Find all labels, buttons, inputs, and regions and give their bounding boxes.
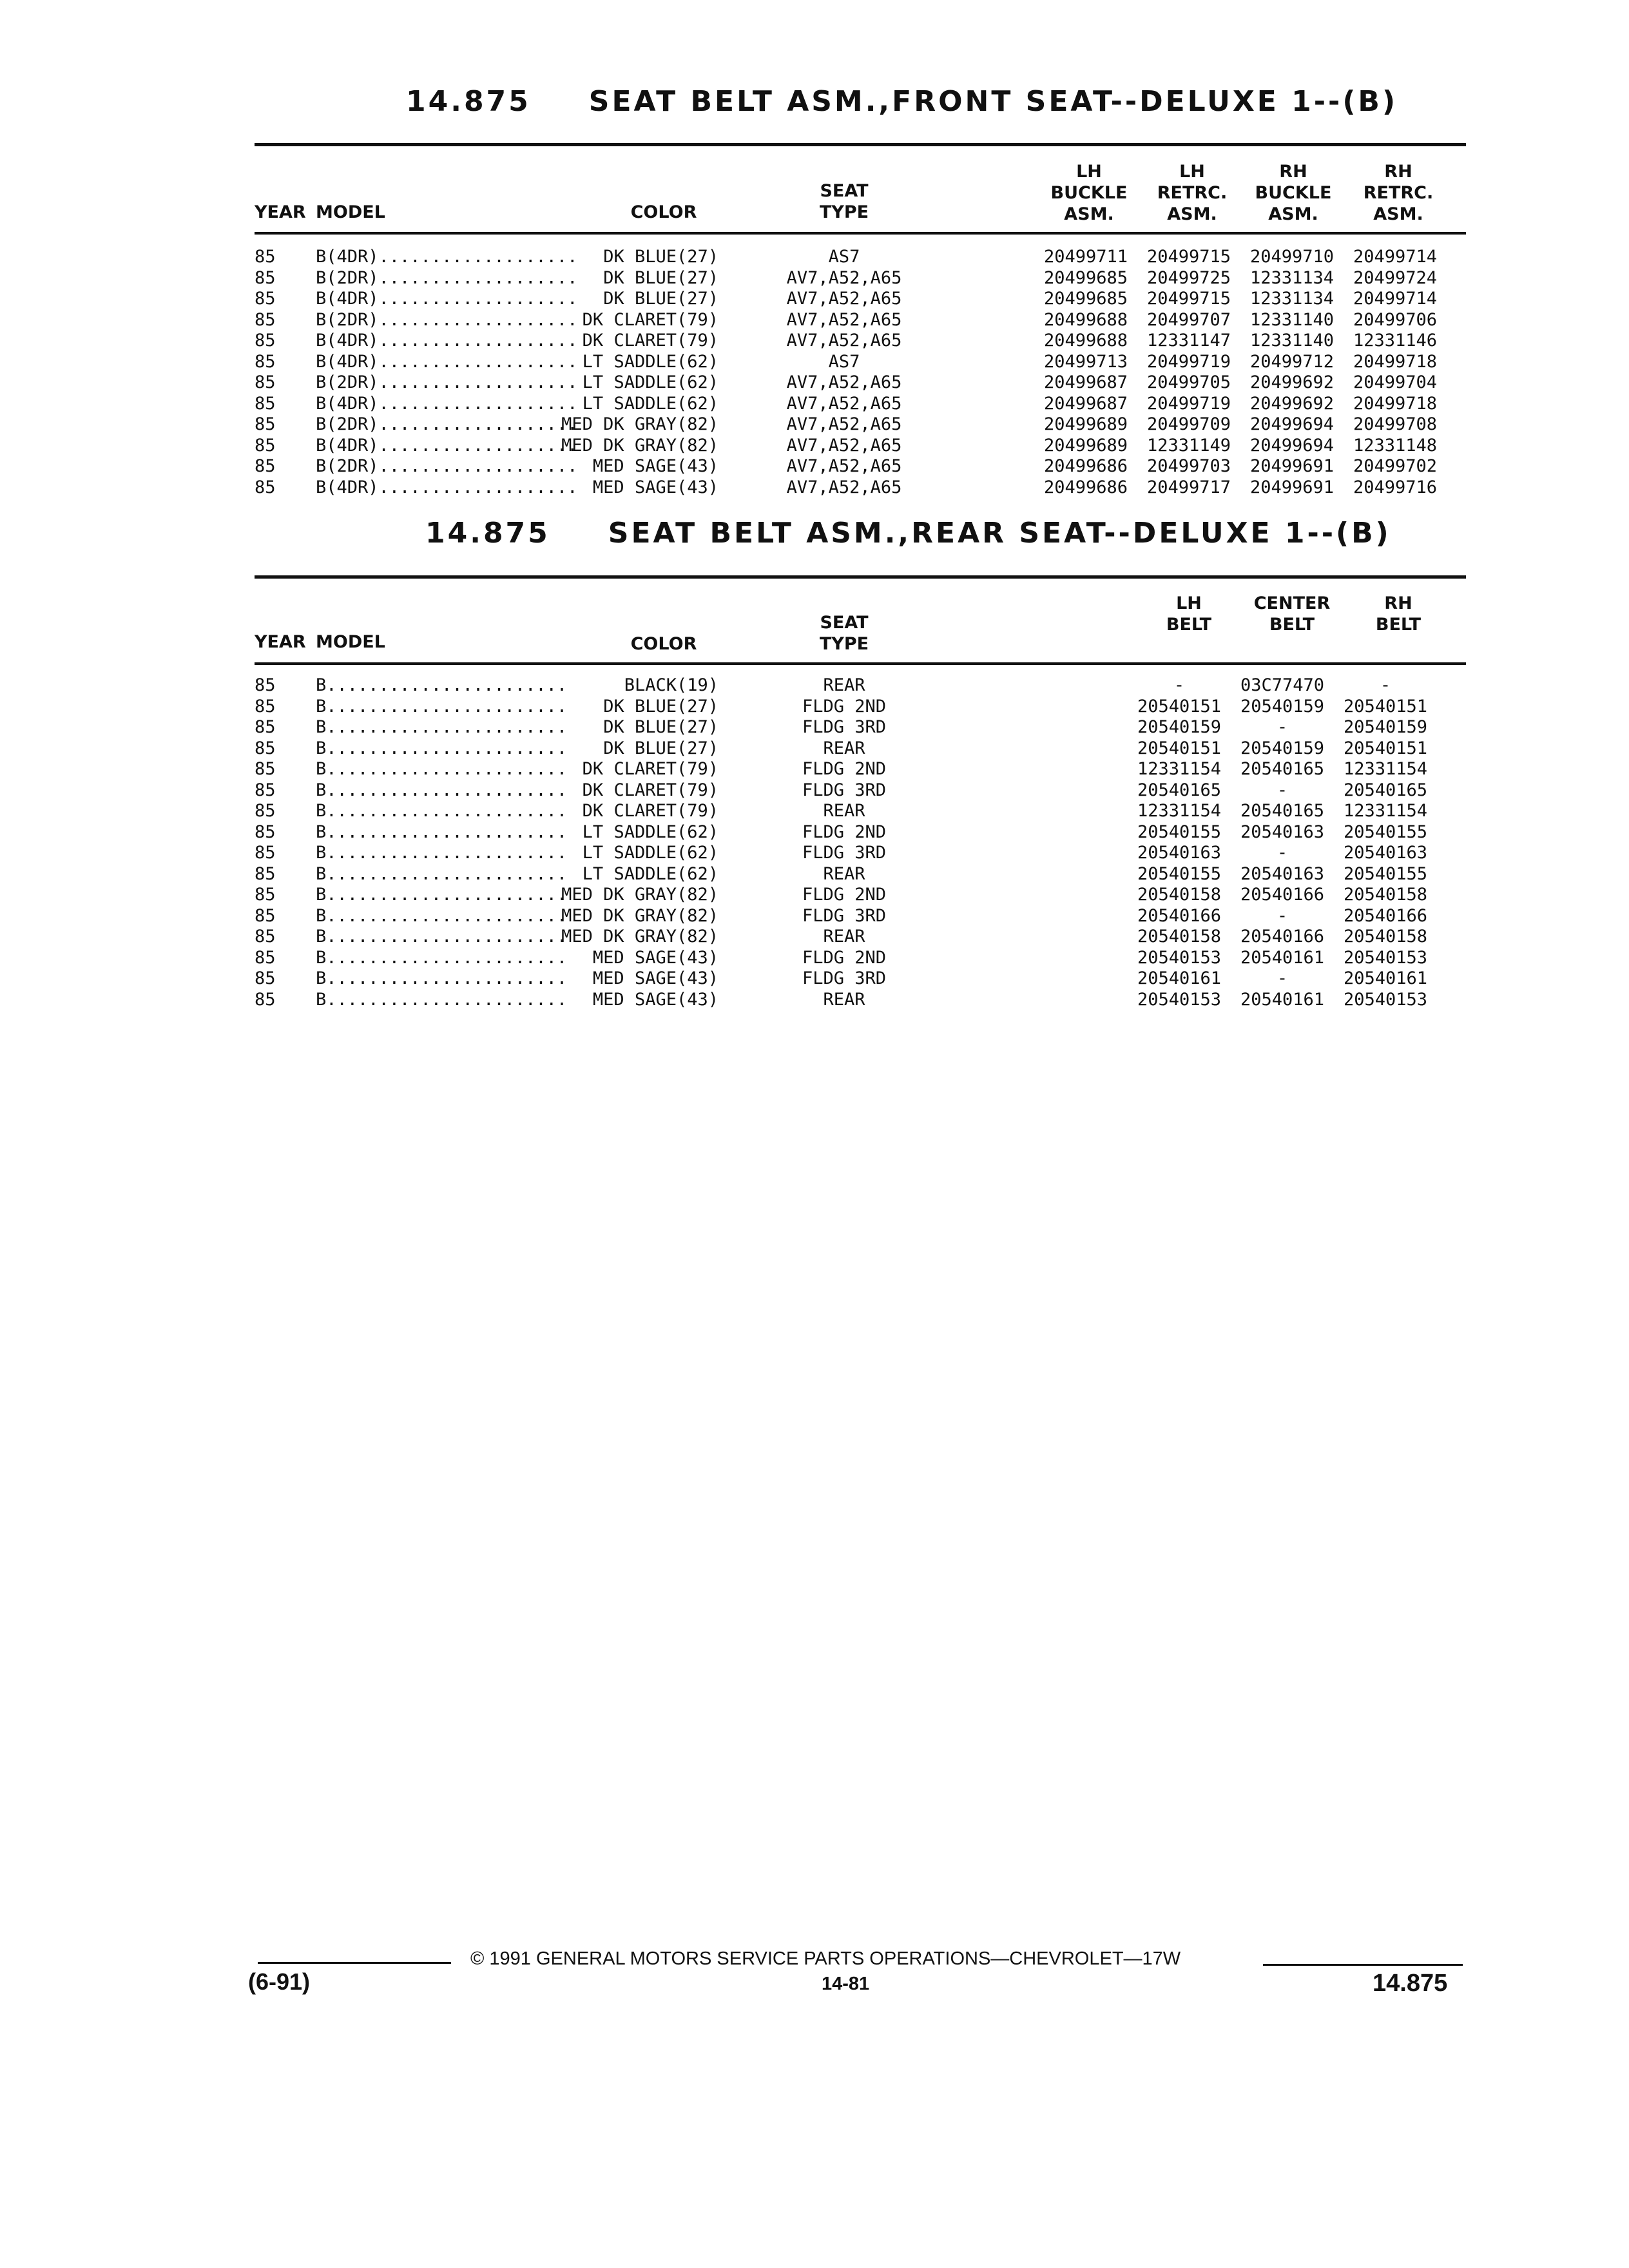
lh-buckle-cell: 20499711 (1043, 247, 1128, 267)
year-cell: 85 (255, 759, 276, 779)
seat-type-cell: REAR (823, 675, 865, 695)
color-cell: DK BLUE(27) (603, 717, 718, 737)
color-cell: LT SADDLE(62) (582, 372, 718, 392)
front-header-seat-type: SEAT TYPE (819, 181, 869, 222)
lh-retrc-cell: 20499715 (1146, 247, 1231, 267)
front-table-row (0, 456, 1629, 477)
lh-retrc-cell: 20499709 (1146, 414, 1231, 434)
color-cell: DK BLUE(27) (603, 696, 718, 716)
front-table-row (0, 247, 1629, 268)
rh-retrc-cell: 20499704 (1353, 372, 1437, 392)
lh-retrc-cell: 20499717 (1146, 477, 1231, 497)
footer-date-code: (6-91) (248, 1968, 311, 1995)
rh-belt-cell: 20540159 (1343, 717, 1428, 737)
seat-type-cell: FLDG 3RD (802, 717, 887, 737)
lh-belt-cell: 20540153 (1137, 989, 1222, 1010)
seat-type-cell: FLDG 2ND (802, 885, 887, 905)
seat-type-cell: REAR (823, 927, 865, 947)
rh-buckle-cell: 20499691 (1249, 477, 1334, 497)
year-cell: 85 (255, 435, 276, 456)
center-belt-cell: 20540159 (1240, 696, 1325, 716)
rh-retrc-cell: 20499718 (1353, 393, 1437, 414)
front-table-row (0, 436, 1629, 457)
seat-type-cell: AV7,A52,A65 (786, 331, 902, 351)
front-header-model: MODEL (316, 202, 385, 222)
lh-belt-cell: 20540153 (1137, 947, 1222, 968)
rear-table-row (0, 822, 1629, 843)
seat-type-cell: FLDG 3RD (802, 968, 887, 988)
lh-belt-cell: 20540155 (1137, 822, 1222, 842)
model-cell: B(4DR)................... (316, 289, 578, 309)
model-cell: B....................... (316, 738, 568, 758)
front-table-row (0, 394, 1629, 415)
rear-table-row (0, 717, 1629, 738)
lh-retrc-cell: 12331147 (1146, 331, 1231, 351)
rear-header-model: MODEL (316, 632, 385, 652)
color-cell: LT SADDLE(62) (582, 843, 718, 863)
year-cell: 85 (255, 477, 276, 497)
color-cell: LT SADDLE(62) (582, 393, 718, 414)
front-section-number: 14.875 (406, 85, 531, 118)
lh-buckle-cell: 20499686 (1043, 477, 1128, 497)
rh-buckle-cell: 20499691 (1249, 456, 1334, 476)
lh-buckle-cell: 20499688 (1043, 309, 1128, 330)
seat-type-cell: REAR (823, 863, 865, 884)
rh-belt-cell: 20540163 (1343, 843, 1428, 863)
rh-belt-cell: - (1380, 675, 1391, 695)
rh-buckle-cell: 20499692 (1249, 372, 1334, 392)
footer-section-number: 14.875 (1373, 1970, 1448, 1997)
lh-buckle-cell: 20499685 (1043, 267, 1128, 288)
seat-type-cell: FLDG 2ND (802, 696, 887, 716)
center-belt-cell: 20540159 (1240, 738, 1325, 758)
seat-type-cell: AV7,A52,A65 (786, 477, 902, 497)
color-cell: BLACK(19) (624, 675, 718, 695)
rear-table-row (0, 864, 1629, 885)
lh-retrc-cell: 20499715 (1146, 289, 1231, 309)
rear-table-row (0, 885, 1629, 906)
rear-header-year: YEAR (255, 632, 306, 652)
year-cell: 85 (255, 738, 276, 758)
lh-belt-cell: 20540163 (1137, 843, 1222, 863)
year-cell: 85 (255, 968, 276, 988)
rear-table-row (0, 906, 1629, 927)
rear-header-seat-type: SEAT TYPE (819, 613, 869, 654)
seat-type-cell: FLDG 3RD (802, 780, 887, 800)
color-cell: LT SADDLE(62) (582, 822, 718, 842)
rh-belt-cell: 20540153 (1343, 947, 1428, 968)
seat-type-cell: FLDG 3RD (802, 843, 887, 863)
year-cell: 85 (255, 696, 276, 716)
front-header-color: COLOR (630, 202, 697, 222)
color-cell: MED DK GRAY(82) (561, 927, 718, 947)
rh-buckle-cell: 12331134 (1249, 289, 1334, 309)
seat-type-cell: REAR (823, 989, 865, 1010)
lh-buckle-cell: 20499689 (1043, 435, 1128, 456)
rh-retrc-cell: 20499718 (1353, 351, 1437, 372)
lh-buckle-cell: 20499687 (1043, 393, 1128, 414)
center-belt-cell: 20540163 (1240, 822, 1325, 842)
model-cell: B....................... (316, 863, 568, 884)
center-belt-cell: 20540166 (1240, 885, 1325, 905)
center-belt-cell: 03C77470 (1240, 675, 1325, 695)
model-cell: B(2DR)................... (316, 309, 578, 330)
model-cell: B(2DR)................... (316, 414, 578, 434)
year-cell: 85 (255, 989, 276, 1010)
front-table-row (0, 310, 1629, 331)
year-cell: 85 (255, 393, 276, 414)
color-cell: MED DK GRAY(82) (561, 905, 718, 926)
model-cell: B....................... (316, 696, 568, 716)
rear-table-row (0, 759, 1629, 780)
seat-type-cell: AV7,A52,A65 (786, 393, 902, 414)
model-cell: B....................... (316, 759, 568, 779)
rh-belt-cell: 12331154 (1343, 801, 1428, 821)
model-cell: B....................... (316, 927, 568, 947)
model-cell: B....................... (316, 822, 568, 842)
rear-header-lh-belt: LH BELT (1166, 593, 1212, 635)
seat-type-cell: AV7,A52,A65 (786, 456, 902, 476)
lh-retrc-cell: 20499705 (1146, 372, 1231, 392)
rear-table-row (0, 968, 1629, 990)
rear-header-rule (255, 662, 1466, 665)
lh-belt-cell: 20540151 (1137, 738, 1222, 758)
center-belt-cell: 20540166 (1240, 927, 1325, 947)
lh-belt-cell: 20540159 (1137, 717, 1222, 737)
year-cell: 85 (255, 885, 276, 905)
lh-belt-cell: 20540155 (1137, 863, 1222, 884)
rear-table-row (0, 780, 1629, 802)
seat-type-cell: AS7 (828, 247, 860, 267)
rear-table-row (0, 927, 1629, 948)
model-cell: B(2DR)................... (316, 456, 578, 476)
rh-retrc-cell: 12331146 (1353, 331, 1437, 351)
lh-belt-cell: 20540166 (1137, 905, 1222, 926)
rh-retrc-cell: 20499702 (1353, 456, 1437, 476)
lh-retrc-cell: 20499703 (1146, 456, 1231, 476)
seat-type-cell: FLDG 2ND (802, 947, 887, 968)
model-cell: B(4DR)................... (316, 247, 578, 267)
lh-buckle-cell: 20499688 (1043, 331, 1128, 351)
year-cell: 85 (255, 351, 276, 372)
year-cell: 85 (255, 289, 276, 309)
lh-buckle-cell: 20499685 (1043, 289, 1128, 309)
color-cell: LT SADDLE(62) (582, 351, 718, 372)
center-belt-cell: - (1277, 717, 1288, 737)
year-cell: 85 (255, 267, 276, 288)
rh-belt-cell: 20540153 (1343, 989, 1428, 1010)
seat-type-cell: FLDG 3RD (802, 905, 887, 926)
lh-buckle-cell: 20499686 (1043, 456, 1128, 476)
lh-belt-cell: 20540161 (1137, 968, 1222, 988)
color-cell: DK BLUE(27) (603, 738, 718, 758)
front-table-row (0, 372, 1629, 394)
model-cell: B....................... (316, 801, 568, 821)
year-cell: 85 (255, 780, 276, 800)
seat-type-cell: REAR (823, 738, 865, 758)
lh-belt-cell: - (1173, 675, 1185, 695)
year-cell: 85 (255, 863, 276, 884)
front-table-row (0, 289, 1629, 310)
rear-section-number: 14.875 (425, 517, 550, 550)
center-belt-cell: - (1277, 905, 1288, 926)
front-table-row (0, 414, 1629, 436)
model-cell: B....................... (316, 675, 568, 695)
model-cell: B(4DR)................... (316, 435, 578, 456)
model-cell: B(2DR)................... (316, 372, 578, 392)
rear-top-rule (255, 575, 1466, 579)
front-header-lh-buckle: LH BUCKLE ASM. (1050, 162, 1128, 224)
model-cell: B....................... (316, 989, 568, 1010)
model-cell: B....................... (316, 885, 568, 905)
color-cell: MED SAGE(43) (592, 989, 718, 1010)
front-table-body (0, 247, 1629, 498)
year-cell: 85 (255, 675, 276, 695)
front-table-row (0, 331, 1629, 352)
year-cell: 85 (255, 372, 276, 392)
color-cell: MED DK GRAY(82) (561, 414, 718, 434)
year-cell: 85 (255, 822, 276, 842)
year-cell: 85 (255, 247, 276, 267)
lh-buckle-cell: 20499713 (1043, 351, 1128, 372)
front-section-title (406, 85, 1398, 118)
model-cell: B....................... (316, 947, 568, 968)
seat-type-cell: AV7,A52,A65 (786, 372, 902, 392)
seat-type-cell: AV7,A52,A65 (786, 414, 902, 434)
front-section-heading: SEAT BELT ASM.,FRONT SEAT--DELUXE 1--(B) (588, 85, 1398, 118)
model-cell: B(4DR)................... (316, 477, 578, 497)
center-belt-cell: 20540161 (1240, 989, 1325, 1010)
year-cell: 85 (255, 456, 276, 476)
footer-page-number: 14-81 (822, 1974, 870, 1994)
color-cell: MED DK GRAY(82) (561, 435, 718, 456)
year-cell: 85 (255, 927, 276, 947)
color-cell: LT SADDLE(62) (582, 863, 718, 884)
seat-type-cell: AS7 (828, 351, 860, 372)
model-cell: B....................... (316, 717, 568, 737)
rh-retrc-cell: 20499714 (1353, 289, 1437, 309)
rh-retrc-cell: 20499708 (1353, 414, 1437, 434)
model-cell: B....................... (316, 968, 568, 988)
color-cell: MED SAGE(43) (592, 477, 718, 497)
year-cell: 85 (255, 717, 276, 737)
color-cell: DK BLUE(27) (603, 267, 718, 288)
rear-table-row (0, 843, 1629, 864)
front-header-lh-retrc: LH RETRC. ASM. (1157, 162, 1228, 224)
lh-buckle-cell: 20499689 (1043, 414, 1128, 434)
model-cell: B(4DR)................... (316, 351, 578, 372)
lh-belt-cell: 12331154 (1137, 759, 1222, 779)
rh-retrc-cell: 12331148 (1353, 435, 1437, 456)
seat-type-cell: AV7,A52,A65 (786, 309, 902, 330)
rh-buckle-cell: 12331140 (1249, 309, 1334, 330)
rear-table-row (0, 697, 1629, 718)
rh-belt-cell: 20540158 (1343, 885, 1428, 905)
rh-buckle-cell: 20499710 (1249, 247, 1334, 267)
rear-table-row (0, 948, 1629, 969)
model-cell: B(2DR)................... (316, 267, 578, 288)
lh-belt-cell: 20540158 (1137, 885, 1222, 905)
lh-retrc-cell: 12331149 (1146, 435, 1231, 456)
front-top-rule (255, 143, 1466, 146)
rear-table-row (0, 801, 1629, 822)
front-header-rule (255, 232, 1466, 235)
rear-header-color: COLOR (630, 634, 697, 654)
rh-belt-cell: 20540158 (1343, 927, 1428, 947)
year-cell: 85 (255, 309, 276, 330)
lh-retrc-cell: 20499719 (1146, 393, 1231, 414)
lh-retrc-cell: 20499719 (1146, 351, 1231, 372)
rear-table-body (0, 675, 1629, 1010)
rh-buckle-cell: 20499712 (1249, 351, 1334, 372)
rh-belt-cell: 20540155 (1343, 863, 1428, 884)
rear-section-title (425, 517, 1391, 550)
rh-buckle-cell: 20499694 (1249, 414, 1334, 434)
color-cell: DK BLUE(27) (603, 247, 718, 267)
year-cell: 85 (255, 801, 276, 821)
lh-retrc-cell: 20499707 (1146, 309, 1231, 330)
center-belt-cell: 20540165 (1240, 759, 1325, 779)
color-cell: MED SAGE(43) (592, 947, 718, 968)
rh-retrc-cell: 20499706 (1353, 309, 1437, 330)
color-cell: DK CLARET(79) (582, 309, 718, 330)
year-cell: 85 (255, 947, 276, 968)
rh-buckle-cell: 20499692 (1249, 393, 1334, 414)
model-cell: B....................... (316, 780, 568, 800)
rh-belt-cell: 20540151 (1343, 738, 1428, 758)
seat-type-cell: AV7,A52,A65 (786, 289, 902, 309)
color-cell: DK BLUE(27) (603, 289, 718, 309)
rh-buckle-cell: 20499694 (1249, 435, 1334, 456)
lh-buckle-cell: 20499687 (1043, 372, 1128, 392)
rear-section-heading: SEAT BELT ASM.,REAR SEAT--DELUXE 1--(B) (608, 517, 1391, 550)
seat-type-cell: FLDG 2ND (802, 759, 887, 779)
color-cell: MED DK GRAY(82) (561, 885, 718, 905)
rear-table-row (0, 675, 1629, 697)
rh-buckle-cell: 12331134 (1249, 267, 1334, 288)
model-cell: B(4DR)................... (316, 393, 578, 414)
footer-rule-right (1263, 1964, 1463, 1966)
rh-belt-cell: 20540161 (1343, 968, 1428, 988)
color-cell: DK CLARET(79) (582, 759, 718, 779)
center-belt-cell: - (1277, 843, 1288, 863)
lh-belt-cell: 20540158 (1137, 927, 1222, 947)
rh-belt-cell: 20540165 (1343, 780, 1428, 800)
seat-type-cell: REAR (823, 801, 865, 821)
lh-belt-cell: 20540165 (1137, 780, 1222, 800)
rh-retrc-cell: 20499724 (1353, 267, 1437, 288)
rh-retrc-cell: 20499716 (1353, 477, 1437, 497)
rear-table-row (0, 738, 1629, 760)
rh-buckle-cell: 12331140 (1249, 331, 1334, 351)
lh-belt-cell: 12331154 (1137, 801, 1222, 821)
center-belt-cell: - (1277, 780, 1288, 800)
front-header-rh-buckle: RH BUCKLE ASM. (1255, 162, 1332, 224)
front-table-row (0, 268, 1629, 289)
rear-header-rh-belt: RH BELT (1375, 593, 1422, 635)
rh-belt-cell: 12331154 (1343, 759, 1428, 779)
year-cell: 85 (255, 905, 276, 926)
front-header-rh-retrc: RH RETRC. ASM. (1363, 162, 1434, 224)
footer-copyright: © 1991 GENERAL MOTORS SERVICE PARTS OPERATIONS—CHEVROLET—17W (470, 1948, 1181, 1969)
seat-type-cell: AV7,A52,A65 (786, 435, 902, 456)
color-cell: MED SAGE(43) (592, 456, 718, 476)
color-cell: DK CLARET(79) (582, 331, 718, 351)
rear-header-center-belt: CENTER BELT (1253, 593, 1331, 635)
rh-belt-cell: 20540155 (1343, 822, 1428, 842)
lh-belt-cell: 20540151 (1137, 696, 1222, 716)
rh-retrc-cell: 20499714 (1353, 247, 1437, 267)
color-cell: MED SAGE(43) (592, 968, 718, 988)
rh-belt-cell: 20540151 (1343, 696, 1428, 716)
lh-retrc-cell: 20499725 (1146, 267, 1231, 288)
seat-type-cell: FLDG 2ND (802, 822, 887, 842)
footer-rule-left (258, 1962, 451, 1964)
year-cell: 85 (255, 414, 276, 434)
model-cell: B....................... (316, 843, 568, 863)
model-cell: B(4DR)................... (316, 331, 578, 351)
year-cell: 85 (255, 843, 276, 863)
rh-belt-cell: 20540166 (1343, 905, 1428, 926)
color-cell: DK CLARET(79) (582, 801, 718, 821)
center-belt-cell: 20540165 (1240, 801, 1325, 821)
front-table-row (0, 477, 1629, 499)
rear-table-row (0, 990, 1629, 1011)
seat-type-cell: AV7,A52,A65 (786, 267, 902, 288)
center-belt-cell: - (1277, 968, 1288, 988)
year-cell: 85 (255, 331, 276, 351)
color-cell: DK CLARET(79) (582, 780, 718, 800)
center-belt-cell: 20540161 (1240, 947, 1325, 968)
center-belt-cell: 20540163 (1240, 863, 1325, 884)
front-table-row (0, 352, 1629, 373)
model-cell: B....................... (316, 905, 568, 926)
front-header-year: YEAR (255, 202, 306, 222)
